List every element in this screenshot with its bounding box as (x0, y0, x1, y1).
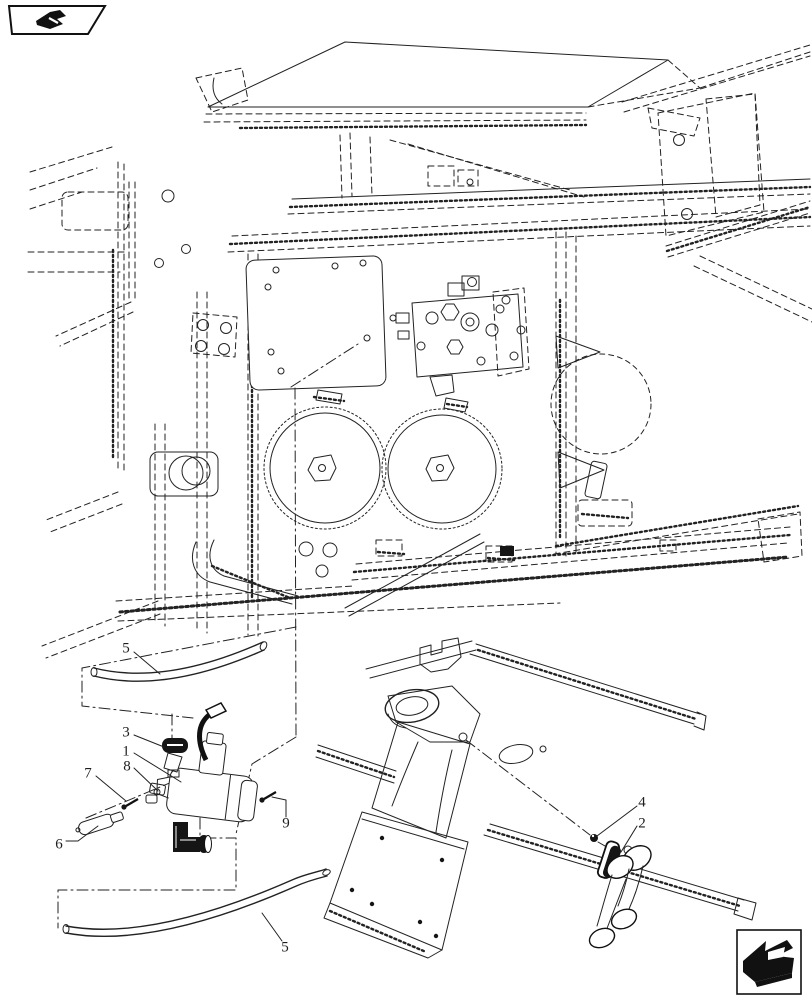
solenoid-subassembly (58, 627, 331, 936)
page-forward-arrow-icon (735, 928, 803, 996)
elbow-fitting (173, 822, 212, 853)
callout-3: 3 (122, 724, 130, 741)
callout-8: 8 (123, 758, 131, 775)
main-frame-assembly (28, 42, 812, 737)
lower-hose (63, 869, 331, 937)
callout-5-upper-hose: 5 (122, 640, 130, 657)
deck-support-beams (228, 133, 810, 252)
air-horn (587, 840, 656, 951)
callout-1: 1 (122, 743, 130, 760)
ball-stud-item4 (590, 834, 598, 842)
page-back-arrow-icon (6, 3, 108, 37)
mounting-plate (246, 256, 386, 391)
drum-mounts (345, 534, 514, 616)
drum-right (382, 398, 502, 529)
valve-block (390, 276, 529, 396)
perforated-deck (196, 42, 810, 128)
frame-corner (316, 638, 756, 958)
reference-leader-line (295, 388, 296, 737)
callout-2: 2 (638, 815, 646, 832)
page-forward-button[interactable] (735, 928, 803, 996)
callout-7: 7 (84, 765, 92, 782)
hose-fitting (74, 810, 125, 838)
horn-subassembly (316, 638, 756, 958)
callout-leader-lines (66, 652, 637, 941)
small-fittings (121, 783, 165, 810)
horn-alignment-leader (466, 740, 590, 835)
callout-5-lower-hose: 5 (281, 939, 289, 956)
left-frame-rails (28, 147, 258, 658)
drum-left (264, 390, 386, 529)
upper-hose (91, 641, 268, 682)
page-back-button[interactable] (6, 3, 108, 37)
callout-4: 4 (638, 794, 646, 811)
bottom-frame-rails (116, 506, 802, 621)
callout-9: 9 (282, 815, 290, 832)
cable-end-terminal (206, 703, 226, 718)
right-frame-rails (551, 232, 812, 556)
callout-6: 6 (55, 836, 63, 853)
